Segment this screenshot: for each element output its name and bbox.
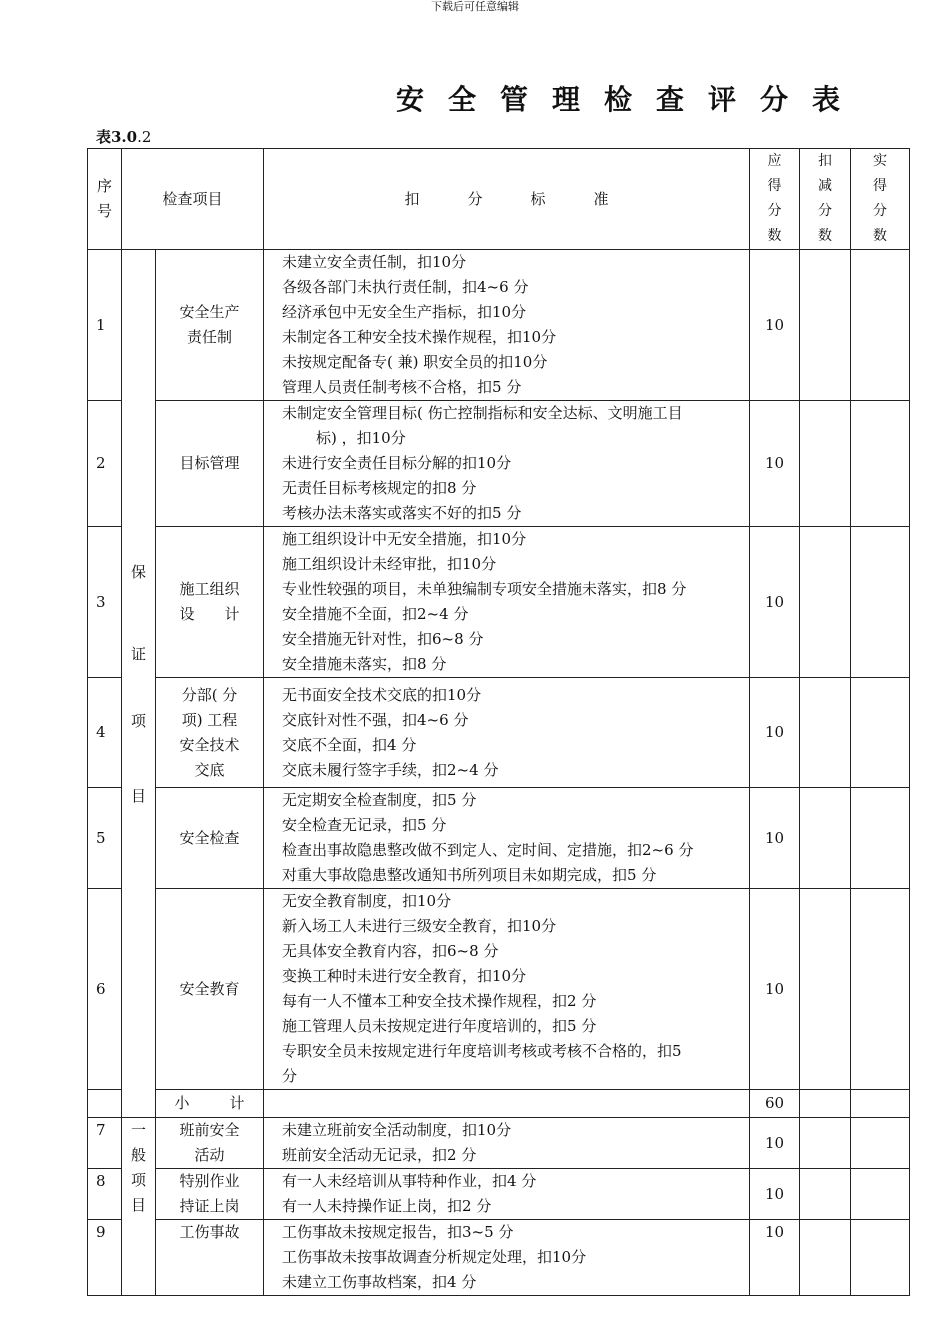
row-item [156, 678, 264, 788]
col-actual-header [851, 149, 910, 250]
row-criteria [264, 788, 750, 889]
row-criteria [264, 527, 750, 678]
criteria-line: 有一人未持操作证上岗，扣2 分 [282, 1197, 492, 1215]
row-deduct-cell[interactable] [800, 527, 851, 678]
criteria-line: 无书面安全技术交底的扣10分 [282, 685, 482, 704]
item-line: 分部( 分 [181, 685, 238, 704]
category-char: 证 [130, 645, 146, 663]
subtotal-seq-cell [88, 1090, 122, 1118]
criteria-line: 交底未履行签字手续，扣2~4 分 [282, 760, 499, 779]
criteria-line: 未制定各工种安全技术操作规程，扣10分 [282, 328, 557, 346]
deduct-char: 分 [818, 203, 833, 219]
item-line: 工伤事故 [179, 1223, 240, 1241]
row-score: 10 [750, 250, 800, 401]
row-score: 10 [750, 1169, 800, 1220]
row-seq: 4 [88, 678, 122, 788]
table-number-bold: 表3.0 [96, 128, 138, 146]
col-deduct-header [800, 149, 851, 250]
table-row [88, 401, 910, 527]
row-seq: 1 [88, 250, 122, 401]
table-number [96, 126, 151, 147]
criteria-line: 无定期安全检查制度，扣5 分 [282, 791, 477, 809]
row-deduct-cell[interactable] [800, 788, 851, 889]
actual-char: 数 [873, 228, 888, 244]
item-line: 活动 [194, 1146, 225, 1164]
row-criteria [264, 1118, 750, 1169]
table-row [88, 678, 910, 788]
item-line: 安全生产 [179, 303, 240, 321]
row-item [156, 527, 264, 678]
row-actual-cell[interactable] [851, 678, 910, 788]
actual-char: 得 [873, 178, 888, 194]
should-char: 应 [767, 153, 782, 169]
table-row [88, 527, 910, 678]
row-seq: 3 [88, 527, 122, 678]
item-line: 项) 工程 [181, 710, 238, 729]
row-deduct-cell[interactable] [800, 401, 851, 527]
table-row [88, 788, 910, 889]
row-actual-cell[interactable] [851, 1220, 910, 1296]
table-row [88, 1220, 910, 1296]
table-row [88, 1169, 910, 1220]
std-char: 扣 [404, 189, 420, 208]
table-number-rest: .2 [137, 128, 152, 146]
item-line: 安全检查 [179, 828, 240, 847]
criteria-line: 工伤事故未按事故调查分析规定处理，扣10分 [282, 1248, 587, 1266]
item-line: 班前安全 [179, 1121, 240, 1139]
row-deduct-cell[interactable] [800, 1118, 851, 1169]
row-actual-cell[interactable] [851, 1169, 910, 1220]
criteria-line: 未制定安全管理目标( 伤亡控制指标和安全达标、文明施工目 [282, 404, 683, 422]
item-line: 特别作业 [179, 1172, 240, 1190]
row-item [156, 1220, 264, 1296]
page-title: 安全管理检查评分表 [396, 83, 865, 116]
criteria-line: 专业性较强的项目，未单独编制专项安全措施未落实，扣8 分 [282, 580, 687, 598]
criteria-line: 未建立工伤事故档案，扣4 分 [282, 1273, 477, 1291]
criteria-line: 经济承包中无安全生产指标，扣10分 [282, 303, 527, 321]
criteria-line: 检查出事故隐患整改做不到定人、定时间、定措施，扣2~6 分 [282, 841, 694, 859]
table-row [88, 889, 910, 1090]
item-line: 交底 [194, 760, 225, 779]
row-item [156, 250, 264, 401]
criteria-line: 未按规定配备专( 兼) 职安全员的扣10分 [282, 353, 548, 371]
category-char: 项 [130, 712, 146, 730]
should-char: 数 [767, 228, 782, 244]
subtotal-row [88, 1090, 910, 1118]
criteria-line: 无责任目标考核规定的扣8 分 [282, 479, 477, 497]
row-score: 10 [750, 1220, 800, 1296]
score-table [87, 148, 910, 1296]
subtotal-actual-cell[interactable] [851, 1090, 910, 1118]
criteria-line: 安全措施不全面，扣2~4 分 [282, 605, 469, 623]
row-criteria [264, 250, 750, 401]
col-item-header: 检查项目 [122, 149, 264, 250]
std-char: 准 [593, 189, 609, 208]
category-char: 目 [130, 1196, 146, 1214]
category-char: 目 [130, 787, 146, 805]
subtotal-deduct-cell[interactable] [800, 1090, 851, 1118]
criteria-line: 新入场工人未进行三级安全教育，扣10分 [282, 917, 557, 935]
category-char: 般 [130, 1146, 146, 1164]
item-line: 目标管理 [179, 454, 240, 472]
criteria-line: 未建立班前安全活动制度，扣10分 [282, 1121, 512, 1139]
row-actual-cell[interactable] [851, 788, 910, 889]
subtotal-label [156, 1090, 264, 1118]
deduct-char: 减 [818, 178, 833, 194]
row-actual-cell[interactable] [851, 889, 910, 1090]
row-seq: 6 [88, 889, 122, 1090]
row-deduct-cell[interactable] [800, 1169, 851, 1220]
actual-char: 分 [873, 203, 888, 219]
category-char: 项 [130, 1171, 146, 1189]
row-seq: 2 [88, 401, 122, 527]
deduct-char: 扣 [818, 153, 833, 169]
table-row [88, 1118, 910, 1169]
row-criteria [264, 678, 750, 788]
row-score: 10 [750, 889, 800, 1090]
category-char: 一 [130, 1121, 146, 1139]
criteria-line: 安全措施无针对性，扣6~8 分 [282, 630, 484, 648]
item-line: 持证上岗 [179, 1197, 240, 1215]
row-deduct-cell[interactable] [800, 678, 851, 788]
row-item [156, 1169, 264, 1220]
item-line: 安全技术 [179, 735, 240, 754]
item-line: 责任制 [187, 328, 233, 346]
row-deduct-cell[interactable] [800, 250, 851, 401]
std-char: 分 [467, 189, 483, 208]
row-deduct-cell[interactable] [800, 889, 851, 1090]
row-seq: 5 [88, 788, 122, 889]
criteria-line: 专职安全员未按规定进行年度培训考核或考核不合格的，扣5 [282, 1042, 682, 1060]
std-char: 标 [530, 189, 546, 208]
criteria-line: 考核办法未落实或落实不好的扣5 分 [282, 504, 522, 522]
row-score: 10 [750, 527, 800, 678]
subtotal-score: 60 [750, 1090, 800, 1118]
row-score: 10 [750, 401, 800, 527]
subtotal-char: 小 [174, 1094, 190, 1112]
deduct-char: 数 [818, 228, 833, 244]
row-actual-cell[interactable] [851, 401, 910, 527]
criteria-line: 班前安全活动无记录，扣2 分 [282, 1146, 477, 1164]
criteria-line: 各级各部门未执行责任制，扣4~6 分 [282, 278, 529, 296]
subtotal-criteria-cell [264, 1090, 750, 1118]
row-item [156, 401, 264, 527]
criteria-line: 施工管理人员未按规定进行年度培训的，扣5 分 [282, 1017, 597, 1035]
row-criteria [264, 889, 750, 1090]
criteria-line: 对重大事故隐患整改通知书所列项目未如期完成，扣5 分 [282, 866, 657, 884]
criteria-line: 标) ，扣10分 [316, 429, 406, 447]
criteria-line: 未建立安全责任制，扣10分 [282, 253, 467, 271]
criteria-line: 管理人员责任制考核不合格，扣5 分 [282, 378, 522, 396]
row-criteria [264, 401, 750, 527]
category-char: 保 [130, 563, 146, 581]
row-item [156, 889, 264, 1090]
criteria-line: 施工组织设计中无安全措施，扣10分 [282, 530, 527, 548]
criteria-line: 无具体安全教育内容，扣6~8 分 [282, 942, 499, 960]
item-line: 施工组织 [179, 580, 240, 598]
item-line: 安全教育 [179, 979, 240, 998]
should-char: 分 [767, 203, 782, 219]
criteria-line: 交底不全面，扣4 分 [282, 735, 417, 754]
row-actual-cell[interactable] [851, 1118, 910, 1169]
row-actual-cell[interactable] [851, 250, 910, 401]
row-score: 10 [750, 678, 800, 788]
row-deduct-cell[interactable] [800, 1220, 851, 1296]
criteria-line: 变换工种时未进行安全教育，扣10分 [282, 967, 527, 985]
row-actual-cell[interactable] [851, 527, 910, 678]
table-header-row [88, 149, 910, 250]
criteria-line: 工伤事故未按规定报告，扣3~5 分 [282, 1223, 514, 1241]
col-seq-header [88, 149, 122, 250]
row-item [156, 788, 264, 889]
criteria-line: 未进行安全责任目标分解的扣10分 [282, 454, 512, 472]
subtotal-char: 计 [229, 1094, 245, 1112]
criteria-line: 无安全教育制度，扣10分 [282, 892, 452, 910]
row-criteria [264, 1169, 750, 1220]
criteria-line: 安全措施未落实，扣8 分 [282, 655, 447, 673]
category-general [122, 1118, 156, 1296]
criteria-line: 安全检查无记录，扣5 分 [282, 816, 447, 834]
col-seq-label: 序号 [97, 177, 113, 220]
row-seq: 7 [88, 1118, 122, 1169]
row-criteria [264, 1220, 750, 1296]
criteria-line: 交底针对性不强，扣4~6 分 [282, 710, 469, 729]
header-note: 下载后可任意编辑 [431, 0, 519, 13]
row-item [156, 1118, 264, 1169]
col-standard-header [264, 149, 750, 250]
criteria-line: 每有一人不懂本工种安全技术操作规程，扣2 分 [282, 992, 597, 1010]
row-seq: 8 [88, 1169, 122, 1220]
row-score: 10 [750, 1118, 800, 1169]
criteria-line: 施工组织设计未经审批，扣10分 [282, 555, 497, 573]
criteria-line: 有一人未经培训从事特种作业，扣4 分 [282, 1172, 537, 1190]
actual-char: 实 [873, 153, 888, 169]
table-row [88, 250, 910, 401]
criteria-line: 分 [282, 1067, 298, 1085]
col-should-header [750, 149, 800, 250]
should-char: 得 [767, 178, 782, 194]
row-score: 10 [750, 788, 800, 889]
row-seq: 9 [88, 1220, 122, 1296]
item-line: 设 计 [179, 605, 240, 623]
category-guarantee [122, 250, 156, 1118]
